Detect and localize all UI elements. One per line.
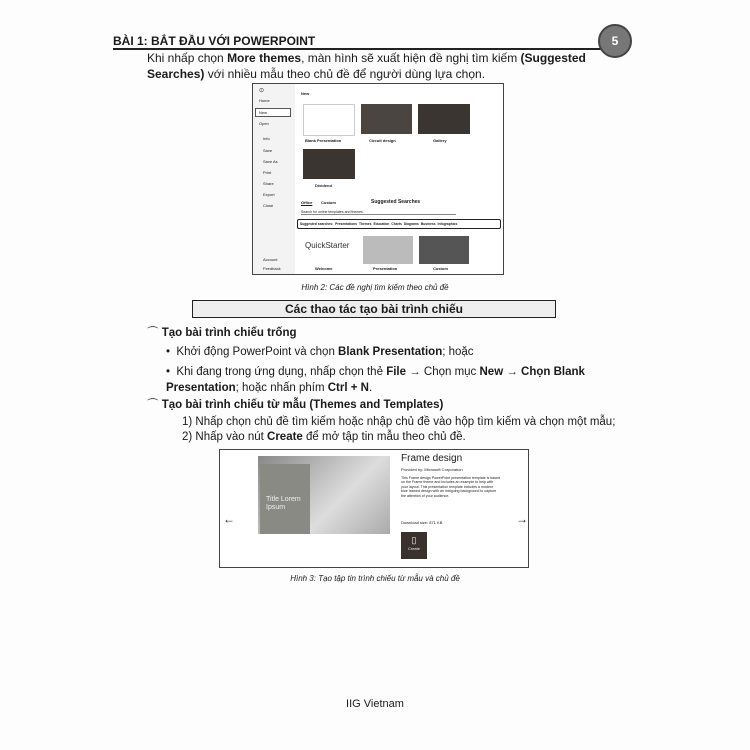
search-input: Search for online templates and themes (301, 210, 456, 215)
sidebar-item: Home (259, 98, 270, 103)
new-title: New (301, 91, 310, 96)
template-label: Circuit design (369, 138, 396, 143)
bullet-icon: • (166, 366, 177, 378)
backstage-sidebar (253, 84, 295, 274)
arrow-right-icon: → (516, 512, 528, 526)
section-title: Các thao tác tạo bài trình chiếu (192, 300, 556, 318)
create-button: ▯ Create (401, 532, 427, 559)
thumb-quickstarter: QuickStarter (305, 241, 350, 250)
heading-blank: ⌒ Tạo bài trình chiếu trống (147, 327, 297, 339)
template-label: Custom (433, 266, 448, 271)
template-name: Frame design (401, 453, 463, 464)
step-1: 1) Nhấp chọn chủ đề tìm kiếm hoặc nhập chủ đề vào hộp tìm kiếm và chọn một mẫu; (182, 416, 616, 428)
template-thumb (303, 149, 355, 179)
template-label: Blank Presentation (305, 138, 342, 143)
template-thumb (361, 104, 412, 134)
template-description: This Frame design PowerPoint presentation template is based on the Frame theme and includes an example to help with your layout. This presentation template includes a modern blue framed design with an intriguing background to capture the attention of your audience. (401, 476, 501, 498)
intro-paragraph: Khi nhấp chọn More themes, màn hình sẽ xuất hiện đề nghị tìm kiếm (Suggested Searches) với nhiều mẫu theo chủ đề để người dùng lựa chọn. (147, 51, 586, 81)
back-icon: ⊙ (259, 88, 265, 94)
figure-2-screenshot (252, 83, 504, 275)
tab-custom: Custom (321, 200, 336, 205)
document-icon: ▯ (411, 535, 417, 545)
template-label: Dividend (315, 183, 332, 188)
bullet-icon: • (166, 346, 177, 358)
template-preview (258, 456, 390, 534)
figure-3-screenshot (219, 449, 529, 568)
page-number: 5 (598, 24, 632, 58)
template-thumb (419, 236, 469, 264)
template-label: Presentation (373, 266, 398, 271)
sidebar-item: Close (263, 203, 274, 208)
step-2: 2) Nhấp vào nút Create để mở tập tin mẫu theo chủ đề. (182, 431, 466, 443)
sidebar-item: Feedback (263, 266, 281, 271)
slide-title: Title Lorem Ipsum (266, 496, 301, 511)
figure-3-caption: Hình 3: Tạo tập tin trình chiếu từ mẫu và chủ đề (290, 574, 460, 583)
sidebar-item: Print (263, 170, 272, 175)
footer: IIG Vietnam (346, 698, 404, 710)
sidebar-item: Save As (263, 159, 278, 164)
mouse-icon: ⌒ (147, 327, 162, 339)
sidebar-item: New (255, 108, 291, 117)
sidebar-item: Export (263, 192, 275, 197)
bullet-item: • Khi đang trong ứng dụng, nhấp chọn thẻ File → Chọn mục New → Chọn Blank Presentation; hoặc nhấn phím Ctrl + N. (166, 366, 585, 394)
template-thumb (363, 236, 413, 264)
template-provider: Provided by: Microsoft Corporation (401, 467, 463, 472)
bullet-item: • Khởi động PowerPoint và chọn Blank Presentation; hoặc (166, 346, 474, 358)
mouse-icon: ⌒ (147, 399, 162, 411)
annotation-label: Suggested Searches (371, 199, 421, 205)
template-label: Gallery (433, 138, 447, 143)
sidebar-item: Share (263, 181, 274, 186)
sidebar-item: Open (259, 121, 269, 126)
arrow-left-icon: ← (223, 512, 235, 526)
figure-2-caption: Hình 2: Các đề nghị tìm kiếm theo chủ đề (301, 283, 449, 292)
heading-template: ⌒ Tạo bài trình chiếu từ mẫu (Themes and Templates) (147, 399, 444, 411)
template-thumb (303, 104, 355, 136)
suggestion-bar: Suggested searches: Presentations Themes Education Charts Diagrams Business Infographics (297, 219, 501, 229)
template-label: Welcome (315, 266, 333, 271)
download-size: Download size: 871 KB (401, 520, 443, 525)
sidebar-item: Account (263, 257, 278, 262)
tab-office: Office (301, 200, 313, 205)
template-thumb (418, 104, 470, 134)
chapter-header: BÀI 1: BẮT ĐẦU VỚI POWERPOINT (113, 34, 316, 48)
sidebar-item: Info (263, 136, 270, 141)
sidebar-item: Save (263, 148, 273, 153)
